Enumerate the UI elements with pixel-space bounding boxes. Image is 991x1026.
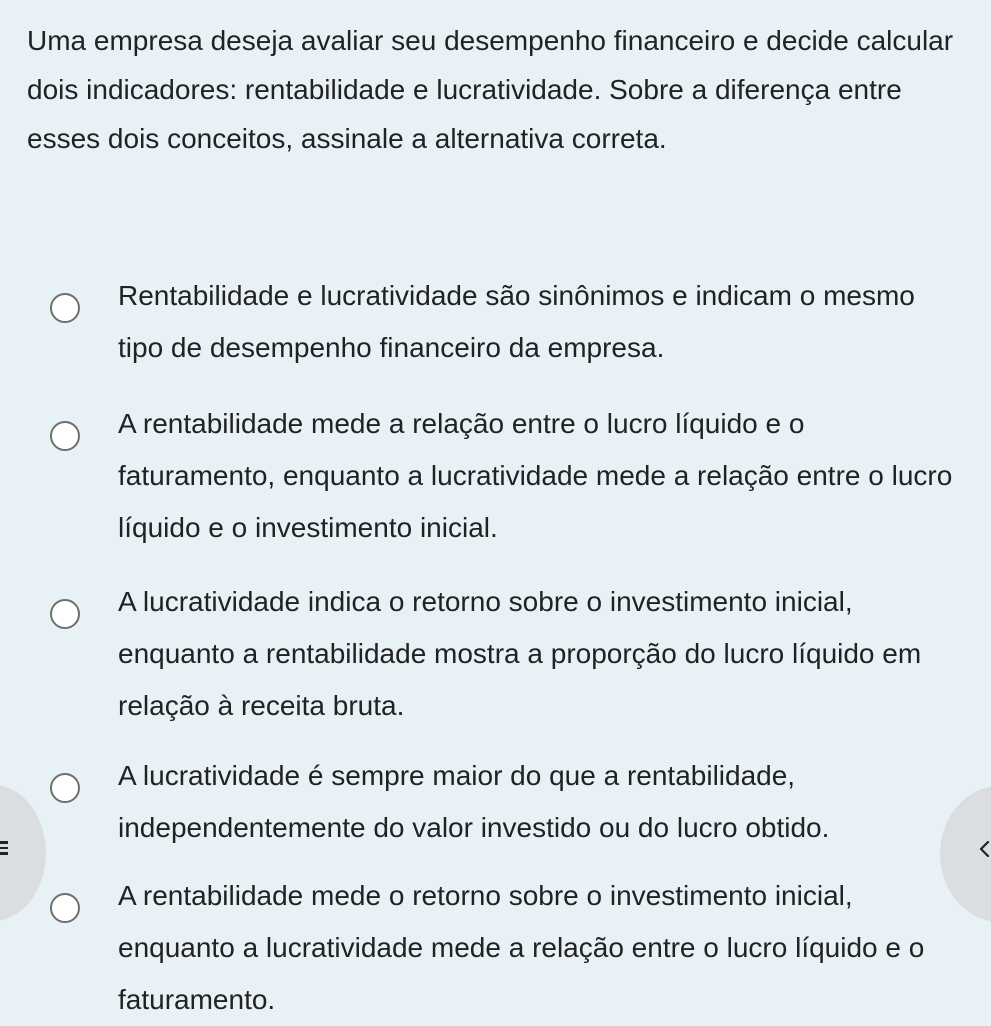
chevron-left-icon[interactable] xyxy=(978,841,990,857)
radio-button-c[interactable] xyxy=(50,599,80,629)
radio-button-d[interactable] xyxy=(50,773,80,803)
radio-button-a[interactable] xyxy=(50,293,80,323)
radio-button-e[interactable] xyxy=(50,893,80,923)
option-d-label[interactable]: A lucratividade é sempre maior do que a rentabilidade, independentemente do valor investido ou do lucro obtido. xyxy=(118,760,830,843)
question-text: Uma empresa deseja avaliar seu desempenho financeiro e decide calcular dois indicadores: rentabilidade e lucratividade. Sobre a diferença entre esses dois conceitos, assinale a alternativa correta. xyxy=(27,25,954,154)
option-a-label[interactable]: Rentabilidade e lucratividade são sinônimos e indicam o mesmo tipo de desempenho financeiro da empresa. xyxy=(118,280,915,363)
option-c-label[interactable]: A lucratividade indica o retorno sobre o investimento inicial, enquanto a rentabilidade mostra a proporção do lucro líquido em relação à receita bruta. xyxy=(118,586,922,721)
radio-button-b[interactable] xyxy=(50,421,80,451)
option-b-label[interactable]: A rentabilidade mede a relação entre o lucro líquido e o faturamento, enquanto a lucratividade mede a relação entre o lucro líquido e o investimento inicial. xyxy=(118,408,953,543)
menu-icon[interactable] xyxy=(0,841,8,855)
option-e-label[interactable]: A rentabilidade mede o retorno sobre o investimento inicial, enquanto a lucratividade mede a relação entre o lucro líquido e o faturamento. xyxy=(118,880,925,1015)
